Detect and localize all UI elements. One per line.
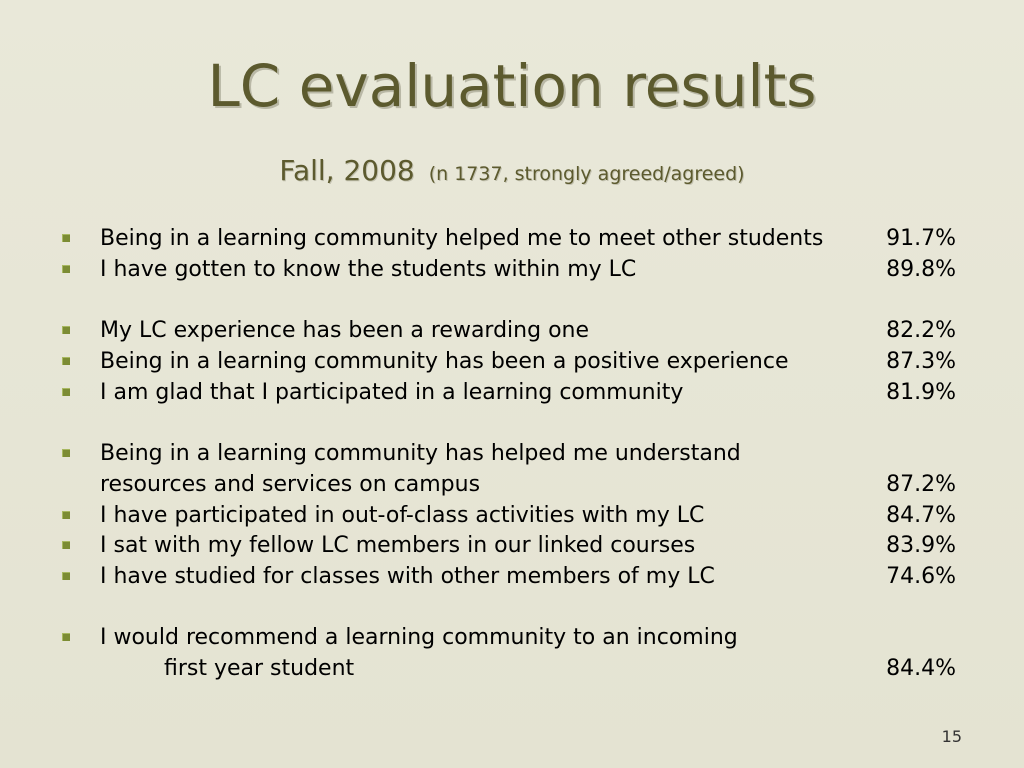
item-text: I sat with my fellow LC members in our linked courses xyxy=(100,533,696,558)
list-item xyxy=(60,346,960,377)
list-item xyxy=(60,223,960,254)
bullet-icon xyxy=(62,633,70,641)
bullet-icon xyxy=(62,388,70,396)
item-value: 74.6% xyxy=(886,564,956,589)
item-text: Being in a learning community helped me to meet other students xyxy=(100,226,824,251)
subtitle-term: Fall, 2008 xyxy=(279,154,415,187)
list-item xyxy=(60,254,960,285)
item-value: 82.2% xyxy=(886,318,956,343)
subtitle-note: (n 1737, strongly agreed/agreed) xyxy=(428,163,745,185)
item-text: Being in a learning community has helped me understand xyxy=(100,441,741,466)
list-item xyxy=(60,315,960,346)
item-value: 89.8% xyxy=(886,257,956,282)
item-text: Being in a learning community has been a positive experience xyxy=(100,349,789,374)
item-text: I have participated in out-of-class activities with my LC xyxy=(100,503,705,528)
bullet-icon xyxy=(62,326,70,334)
bullet-icon xyxy=(62,572,70,580)
item-value: 81.9% xyxy=(886,380,956,405)
bullet-icon xyxy=(62,541,70,549)
item-value: 87.3% xyxy=(886,349,956,374)
list-item xyxy=(60,438,960,469)
item-value: 91.7% xyxy=(886,226,956,251)
item-text: I have studied for classes with other members of my LC xyxy=(100,564,715,589)
item-text: I have gotten to know the students within my LC xyxy=(100,257,637,282)
list-item-continuation xyxy=(60,469,960,500)
list-item xyxy=(60,377,960,408)
item-value: 87.2% xyxy=(886,472,956,497)
item-value: 83.9% xyxy=(886,533,956,558)
item-value: 84.7% xyxy=(886,503,956,528)
page-number: 15 xyxy=(941,727,962,746)
item-text-continuation: resources and services on campus xyxy=(100,472,481,497)
list-item xyxy=(60,622,960,653)
bullet-icon xyxy=(62,511,70,519)
bullet-icon xyxy=(62,357,70,365)
list-item-continuation xyxy=(60,653,960,684)
list-item xyxy=(60,561,960,592)
item-value: 84.4% xyxy=(886,656,956,681)
bullet-icon xyxy=(62,265,70,273)
list-item xyxy=(60,530,960,561)
bullet-icon xyxy=(62,449,70,457)
slide-subtitle xyxy=(0,154,1024,187)
item-text: I would recommend a learning community to an incoming xyxy=(100,625,738,650)
bullet-icon xyxy=(62,234,70,242)
list-item xyxy=(60,500,960,531)
item-text-continuation: first year student xyxy=(164,656,355,681)
item-text: I am glad that I participated in a learning community xyxy=(100,380,684,405)
item-text: My LC experience has been a rewarding one xyxy=(100,318,590,343)
slide-title: LC evaluation results xyxy=(207,52,817,120)
